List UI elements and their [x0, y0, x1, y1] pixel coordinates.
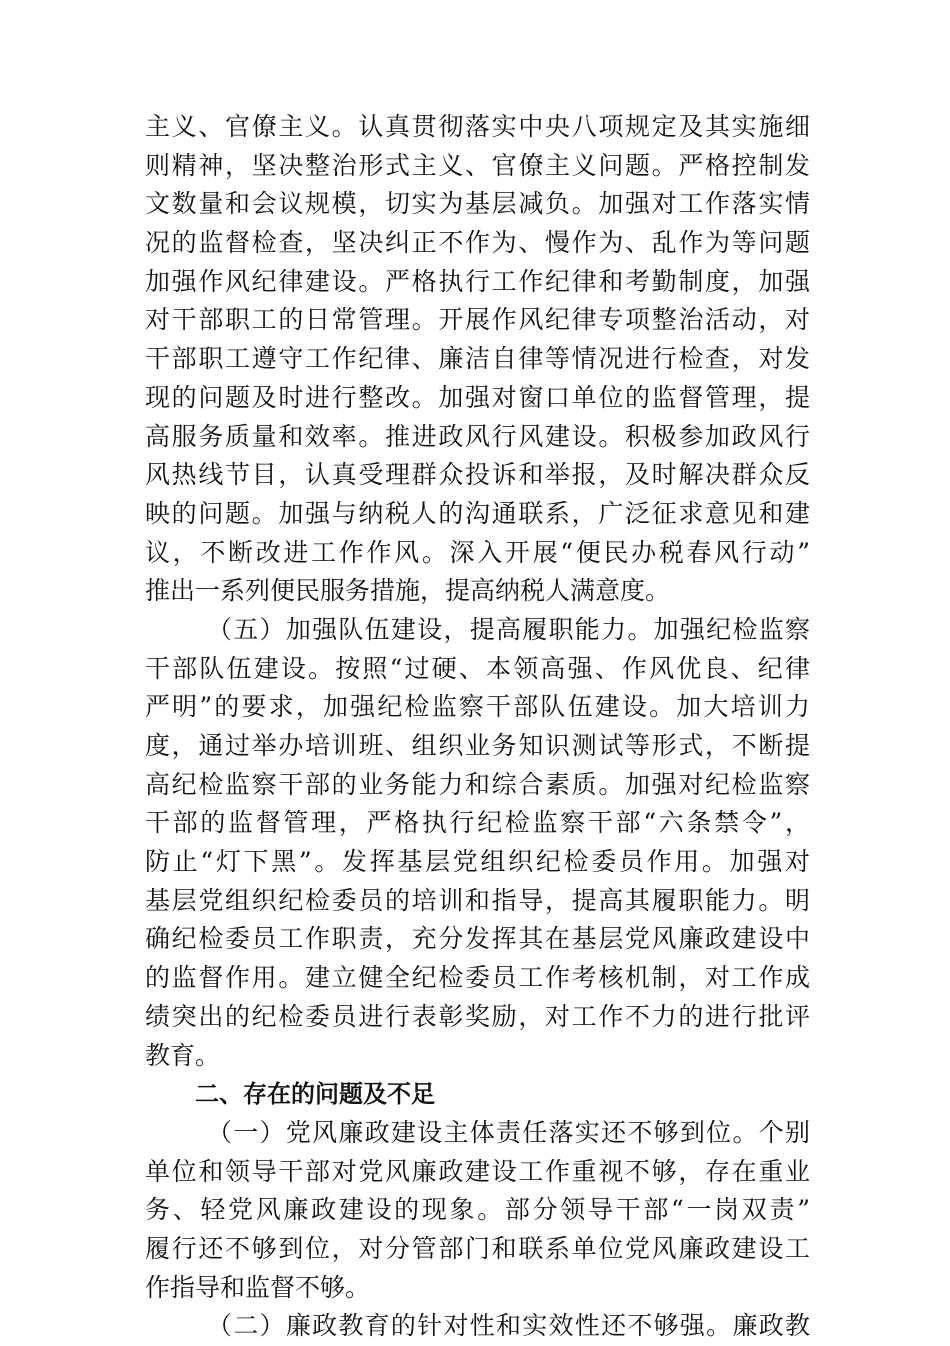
- text-line: 主义、官僚主义。认真贯彻落实中央八项规定及其实施细: [145, 112, 810, 141]
- text-line: 对干部职工的日常管理。开展作风纪律专项整治活动，对: [145, 305, 810, 335]
- text-line: 度，通过举办培训班、组织业务知识测试等形式，不断提: [145, 731, 810, 760]
- section-heading: 二、存在的问题及不足: [195, 1080, 435, 1109]
- text-line: 的监督作用。建立健全纪检委员工作考核机制，对工作成: [145, 963, 810, 993]
- text-line: 单位和领导干部对党风廉政建设工作重视不够，存在重业: [145, 1156, 810, 1186]
- text-line: 绩突出的纪检委员进行表彰奖励，对工作不力的进行批评: [145, 1001, 810, 1031]
- text-line: 防止“灯下黑”。发挥基层党组织纪检委员作用。加强对: [145, 847, 810, 877]
- paragraph-start: （五）加强队伍建设，提高履职能力。加强纪检监察: [207, 614, 810, 644]
- text-line: 加强作风纪律建设。严格执行工作纪律和考勤制度，加强: [145, 266, 810, 296]
- text-line: 风热线节目，认真受理群众投诉和举报，及时解决群众反: [145, 460, 810, 490]
- text-line: 干部的监督管理，严格执行纪检监察干部“六条禁令”，: [145, 808, 810, 838]
- paragraph-start: （二）廉政教育的针对性和实效性还不够强。廉政教: [207, 1311, 810, 1341]
- text-line: 务、轻党风廉政建设的现象。部分领导干部“一岗双责”: [145, 1195, 810, 1225]
- text-line: 则精神，坚决整治形式主义、官僚主义问题。严格控制发: [145, 150, 810, 180]
- text-line: 严明”的要求，加强纪检监察干部队伍建设。加大培训力: [145, 692, 810, 722]
- text-line: 履行还不够到位，对分管部门和联系单位党风廉政建设工: [145, 1233, 810, 1263]
- text-line: 高纪检监察干部的业务能力和综合素质。加强对纪检监察: [145, 769, 810, 799]
- paragraph-start: （一）党风廉政建设主体责任落实还不够到位。个别: [207, 1117, 810, 1147]
- text-line: 现的问题及时进行整改。加强对窗口单位的监督管理，提: [145, 382, 810, 412]
- text-line: 作指导和监督不够。: [145, 1272, 371, 1302]
- text-line: 映的问题。加强与纳税人的沟通联系，广泛征求意见和建: [145, 498, 810, 528]
- text-line: 推出一系列便民服务措施，提高纳税人满意度。: [145, 576, 671, 606]
- text-line: 高服务质量和效率。推进政风行风建设。积极参加政风行: [145, 421, 810, 451]
- text-line: 文数量和会议规模，切实为基层减负。加强对工作落实情: [145, 189, 810, 219]
- text-line: 干部队伍建设。按照“过硬、本领高强、作风优良、纪律: [145, 653, 810, 683]
- document-body: [145, 108, 810, 1346]
- text-line: 教育。: [145, 1040, 221, 1070]
- text-line: 议，不断改进工作作风。深入开展“便民办税春风行动”: [145, 537, 810, 567]
- text-line: 干部职工遵守工作纪律、廉洁自律等情况进行检查，对发: [145, 344, 810, 374]
- text-line: 况的监督检查，坚决纠正不作为、慢作为、乱作为等问题: [145, 228, 810, 258]
- text-line: 确纪检委员工作职责，充分发挥其在基层党风廉政建设中: [145, 924, 810, 954]
- text-line: 基层党组织纪检委员的培训和指导，提高其履职能力。明: [145, 885, 810, 915]
